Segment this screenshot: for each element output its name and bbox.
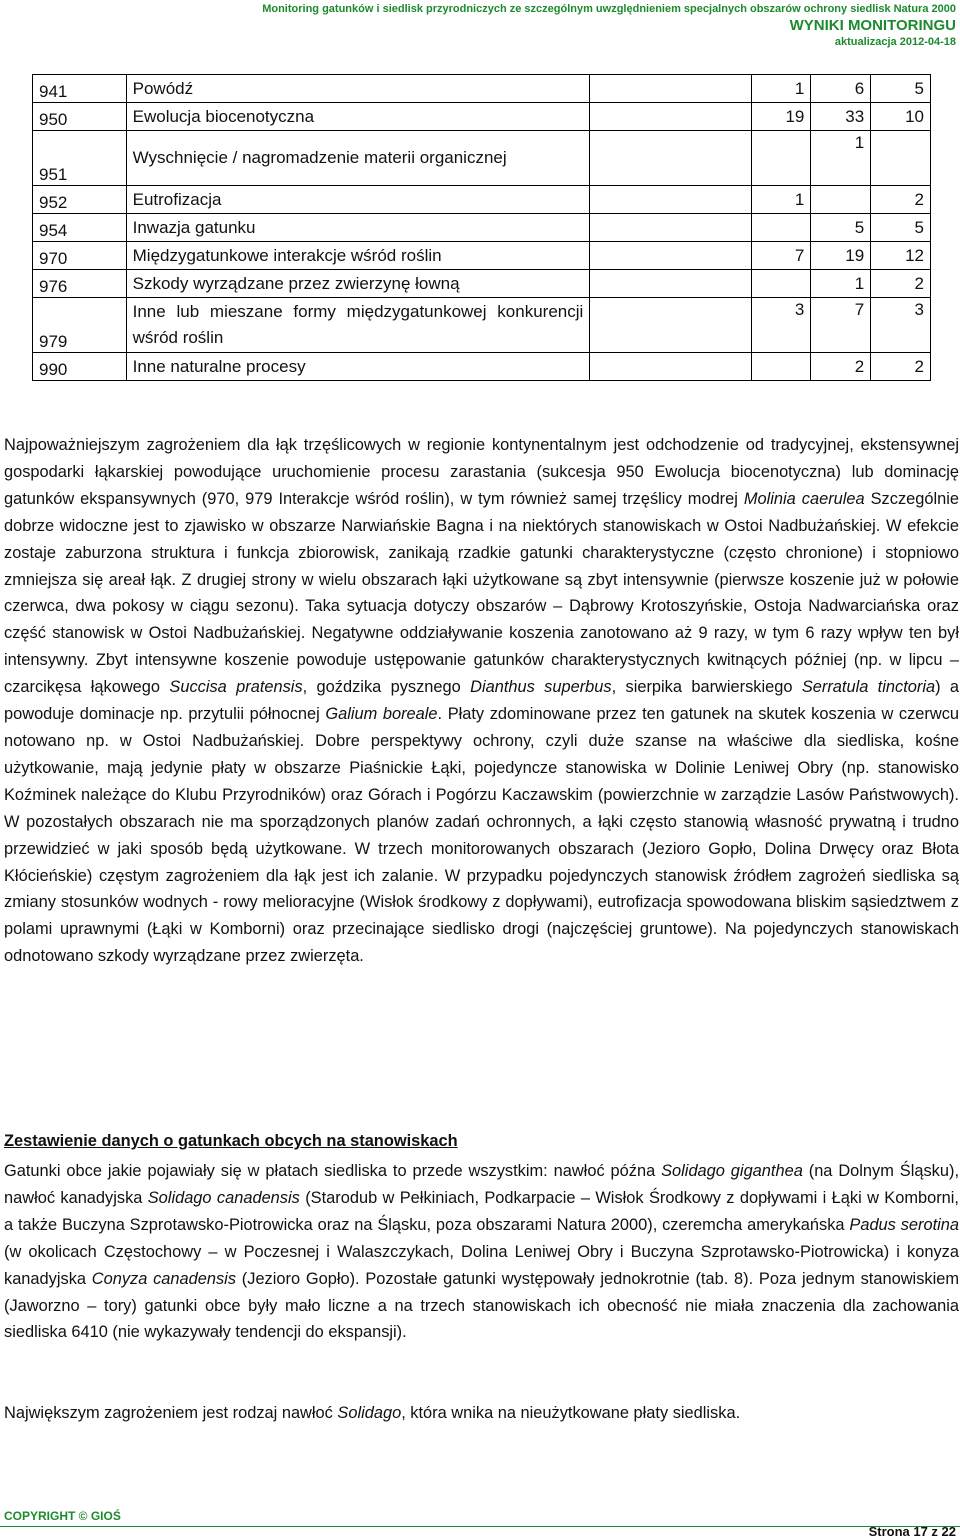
text-run: Najpoważniejszym zagrożeniem dla łąk trzęślicowych w regionie kontynentalnym jest odchodzenie od tradycyjnej, ekstensywnej gospodarki łąkarskiej powodujące uruchomienie procesu zarastania (sukcesja 950 Ewolucja biocenotyczna) lub dominację gatunków ekspansywnych (970, 979 Interakcje wśród roślin), w tym również samej trzęślicy modrej xyxy=(4,436,959,508)
paragraph-solidago xyxy=(4,1400,959,1427)
threat-description-cell: Ewolucja biocenotyczna xyxy=(126,103,590,131)
count-cell-b: 6 xyxy=(811,75,871,103)
table-row xyxy=(33,186,931,214)
section-heading-alien-species: Zestawienie danych o gatunkach obcych na stanowiskach xyxy=(4,1132,458,1150)
threat-code-cell: 979 xyxy=(33,298,127,353)
threat-description-cell: Powódź xyxy=(126,75,590,103)
text-run: (Jezioro Gopło). Pozostałe gatunki występowały jednokrotnie (tab. 8). Poza jednym stanowiskiem (Jaworzno – tory) gatunki obce były mało liczne a na trzech stanowiskach ich obecność nie miała znaczenia dla zachowania siedliska 6410 (nie wykazywały tendencji do ekspansji). xyxy=(4,1269,959,1342)
paragraph-threats xyxy=(4,432,959,970)
species-name: Galium boreale xyxy=(325,705,438,724)
threats-table-body xyxy=(33,75,931,381)
count-cell-c: 12 xyxy=(871,242,931,270)
species-name: Serratula tinctoria xyxy=(801,678,936,697)
count-cell-a xyxy=(751,353,811,381)
species-name: Succisa pratensis xyxy=(169,678,303,697)
header-update-date: aktualizacja 2012-04-18 xyxy=(834,36,956,48)
text-run: , sierpika barwierskiego xyxy=(611,678,802,697)
table-row xyxy=(33,131,931,186)
threat-code-cell: 941 xyxy=(33,75,127,103)
empty-cell xyxy=(590,298,751,353)
footer-page-number: Strona 17 z 22 xyxy=(868,1524,956,1539)
footer-copyright: COPYRIGHT © GIOŚ xyxy=(4,1509,121,1523)
count-cell-c: 2 xyxy=(871,353,931,381)
threat-description-cell: Szkody wyrządzane przez zwierzynę łowną xyxy=(126,270,590,298)
species-name: Conyza canadensis xyxy=(91,1269,237,1288)
species-name: Molinia caerulea xyxy=(743,489,865,508)
threat-description-cell: Międzygatunkowe interakcje wśród roślin xyxy=(126,242,590,270)
empty-cell xyxy=(590,214,751,242)
count-cell-a: 3 xyxy=(751,298,811,353)
threats-table xyxy=(32,74,931,381)
count-cell-a: 1 xyxy=(751,186,811,214)
table-row xyxy=(33,242,931,270)
count-cell-c: 2 xyxy=(871,186,931,214)
text-run: Gatunki obce jakie pojawiały się w płatach siedliska to przede wszystkim: nawłoć późna xyxy=(4,1162,662,1180)
empty-cell xyxy=(590,103,751,131)
table-row xyxy=(33,270,931,298)
count-cell-b xyxy=(811,186,871,214)
threat-description-cell: Inne naturalne procesy xyxy=(126,353,590,381)
empty-cell xyxy=(590,270,751,298)
header-subtitle: WYNIKI MONITORINGU xyxy=(789,17,956,34)
empty-cell xyxy=(590,75,751,103)
header-title: Monitoring gatunków i siedlisk przyrodniczych ze szczególnym uwzględnieniem specjalnych obszarów ochrony siedlisk Natura 2000 xyxy=(262,3,956,15)
count-cell-a: 7 xyxy=(751,242,811,270)
table-row xyxy=(33,103,931,131)
count-cell-a xyxy=(751,270,811,298)
text-run: Największym zagrożeniem jest rodzaj nawłoć xyxy=(4,1404,338,1422)
count-cell-c: 10 xyxy=(871,103,931,131)
text-run: Szczególnie dobrze widoczne jest to zjawisko w obszarze Narwiańskie Bagna i na niektórych stanowiskach w Ostoi Nadbużańskiej. W efekcie zostaje zaburzona struktura i funkcja zbiorowisk, zanikają rzadkie gatunki charakterystyczne (często chronione) i stopniowo zmniejsza się areał łąk. Z drugiej strony w wielu obszarach łąki użytkowane są zbyt intensywnie (pierwsze koszenie już w połowie czerwca, dwa pokosy w ciągu sezonu). Taka sytuacja dotyczy obszarów – Dąbrowy Krotoszyńskie, Ostoja Nadwarciańska oraz część stanowisk w Ostoi Nadbużańskiej. Negatywne oddziaływanie koszenia zanotowano aż 9 razy, w tym 6 razy wpływ ten był intensywny. Zbyt intensywne koszenie powoduje ustępowanie gatunków charakterystycznych kwitnących później (np. w lipcu – czarcikęsa łąkowego xyxy=(4,489,960,697)
page-header xyxy=(262,2,956,49)
species-name: Solidago xyxy=(337,1404,402,1422)
table-row xyxy=(33,298,931,353)
count-cell-c: 5 xyxy=(871,214,931,242)
threat-description-cell: Eutrofizacja xyxy=(126,186,590,214)
count-cell-a: 1 xyxy=(751,75,811,103)
text-run: (Starodub w Pełkiniach, Podkarpacie – Wisłok Środkowy z dopływami i Łąki w Komborni, a także Buczyna Szprotawsko-Piotrowicka oraz na Śląsku, poza obszarami Natura 2000), czeremcha amerykańska xyxy=(4,1188,959,1234)
species-name: Padus serotina xyxy=(849,1215,960,1234)
paragraph-alien-species xyxy=(4,1158,959,1346)
count-cell-a xyxy=(751,214,811,242)
empty-cell xyxy=(590,242,751,270)
count-cell-b: 2 xyxy=(811,353,871,381)
count-cell-c: 3 xyxy=(871,298,931,353)
threat-code-cell: 976 xyxy=(33,270,127,298)
count-cell-a xyxy=(751,131,811,186)
text-run: ) a powoduje dominacje np. przytulii północnej xyxy=(4,678,960,724)
table-row xyxy=(33,353,931,381)
species-name: Solidago canadensis xyxy=(147,1188,300,1207)
threat-code-cell: 950 xyxy=(33,103,127,131)
threat-description-cell: Inne lub mieszane formy międzygatunkowej konkurencji wśród roślin xyxy=(126,298,590,353)
empty-cell xyxy=(590,353,751,381)
count-cell-b: 5 xyxy=(811,214,871,242)
text-run: , która wnika na nieużytkowane płaty siedliska. xyxy=(401,1404,741,1422)
threat-code-cell: 954 xyxy=(33,214,127,242)
table-row xyxy=(33,214,931,242)
count-cell-a: 19 xyxy=(751,103,811,131)
threat-description-cell: Wyschnięcie / nagromadzenie materii organicznej xyxy=(126,131,590,186)
footer-divider xyxy=(0,1526,960,1527)
species-name: Dianthus superbus xyxy=(470,678,612,697)
count-cell-b: 1 xyxy=(811,131,871,186)
text-run: (w okolicach Częstochowy – w Poczesnej i Walaszczykach, Dolina Leniwej Obry i Buczyna Szprotawsko-Piotrowicka) i konyza kanadyjska xyxy=(4,1242,959,1288)
empty-cell xyxy=(590,131,751,186)
count-cell-c: 5 xyxy=(871,75,931,103)
count-cell-b: 19 xyxy=(811,242,871,270)
threat-code-cell: 970 xyxy=(33,242,127,270)
threat-code-cell: 951 xyxy=(33,131,127,186)
table-row xyxy=(33,75,931,103)
text-run: . Płaty zdominowane przez ten gatunek na skutek koszenia w czerwcu notowano np. w Ostoi Nadbużańskiej. Dobre perspektywy ochrony, czyli duże szanse na właściwe dla siedliska, kośne użytkowanie, mają jedynie płaty w obszarze Piaśnickie Łąki, pojedyncze stanowiska w Dolinie Leniwej Obry (np. stanowisko Koźminek należące do Klubu Przyrodników) oraz Górach i Pogórzu Kaczawskim (powierzchnie w zarządzie Lasów Państwowych). W pozostałych obszarach nie ma sporządzonych planów zadań ochronnych, a łąki często stanowią własność prywatną i trudno przewidzieć w jaki sposób będą użytkowane. W trzech monitorowanych obszarach (Jezioro Gopło, Dolina Drwęcy oraz Błota Kłócieńskie) częstym zagrożeniem dla łąk jest ich zalanie. W przypadku pojedynczych stanowisk źródłem zagrożeń siedliska są zmiany stosunków wodnych - rowy melioracyjne (Wisłok środkowy z dopływami), eutrofizacja spowodowana bliskim sąsiedztwem z polami uprawnymi (Łąki w Komborni) oraz przecinające siedlisko drogi (najczęściej gruntowe). Na pojedynczych stanowiskach odnotowano szkody wyrządzane przez zwierzęta. xyxy=(4,705,960,966)
count-cell-b: 33 xyxy=(811,103,871,131)
count-cell-c: 2 xyxy=(871,270,931,298)
threat-code-cell: 990 xyxy=(33,353,127,381)
species-name: Solidago giganthea xyxy=(661,1162,803,1180)
text-run: , goździka pysznego xyxy=(302,678,471,697)
empty-cell xyxy=(590,186,751,214)
count-cell-b: 1 xyxy=(811,270,871,298)
threat-description-cell: Inwazja gatunku xyxy=(126,214,590,242)
count-cell-b: 7 xyxy=(811,298,871,353)
count-cell-c xyxy=(871,131,931,186)
threat-code-cell: 952 xyxy=(33,186,127,214)
text-run: (na Dolnym Śląsku), nawłoć kanadyjska xyxy=(4,1162,959,1207)
